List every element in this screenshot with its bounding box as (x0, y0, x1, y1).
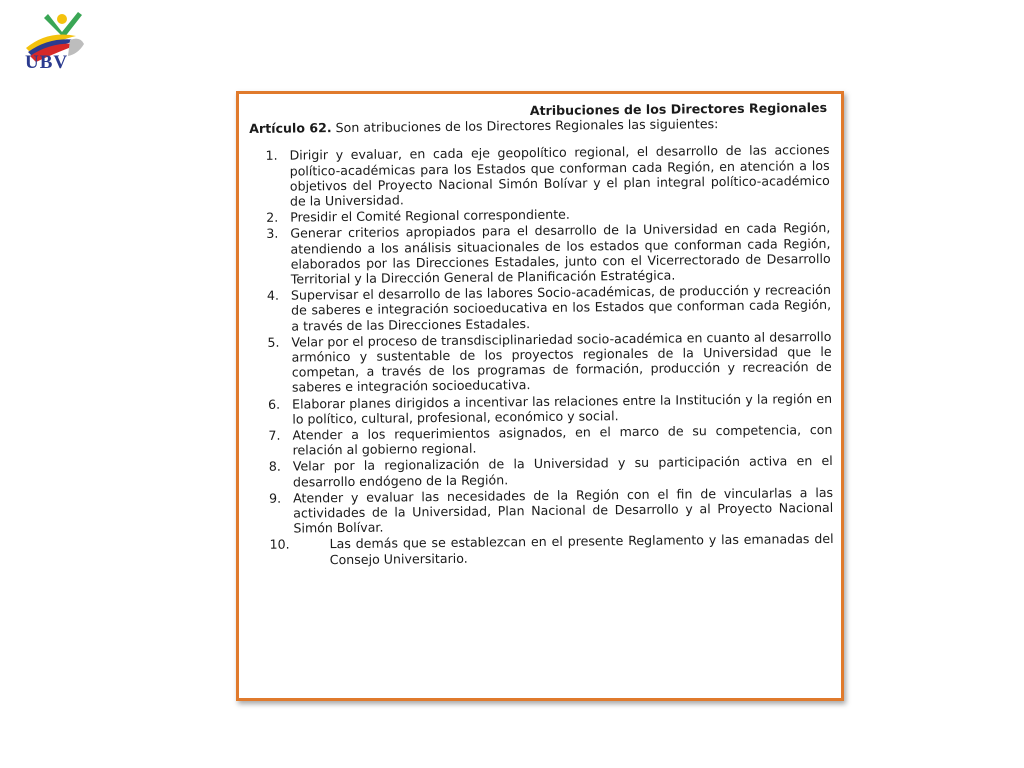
list-item-text: Dirigir y evaluar, en cada eje geopolítico regional, el desarrollo de las acciones político-académicas para los Estados que conforman cada Región, en atención a los objetivos del Proyecto Nacional Simón Bolívar y el plan integral político-académico de la Universidad. (289, 142, 830, 209)
list-item-number: 5. (267, 334, 280, 350)
list-item-text: Velar por el proceso de transdisciplinariedad socio-académica en cuanto al desarrollo armónico y sustentable de los proyectos regionales de la Universidad que le competan, a través de los programas de formación, producción y recreación de saberes e integración socioeducativa. (291, 328, 832, 396)
list-item-number: 7. (268, 427, 281, 443)
list-item-number: 9. (269, 490, 282, 506)
list-item-text: Las demás que se establezcan en el presente Reglamento y las emanadas del Consejo Universitario. (329, 531, 834, 567)
list-item-number: 6. (268, 396, 281, 412)
list-item-number: 1. (265, 148, 278, 164)
ubv-logo-text: UBV (25, 52, 69, 73)
article-intro-text: Son atribuciones de los Directores Regionales las siguientes: (335, 116, 719, 136)
list-item-text: Supervisar el desarrollo de las labores Socio-académicas, de producción y recreación de saberes e integración socioeducativa en los Estados que conforman cada Región, a través de las Direcciones Estadales. (290, 282, 832, 334)
article-label: Artículo 62. (249, 120, 332, 137)
list-item-text: Velar por la regionalización de la Universidad y su participación activa en el desarrollo endógeno de la Región. (292, 453, 833, 490)
document-title: Atribuciones de los Directores Regionales (529, 99, 828, 119)
list-item-number: 10. (269, 537, 290, 553)
document-image-frame (236, 91, 844, 701)
list-item (253, 453, 833, 489)
list-item-text: Presidir el Comité Regional correspondiente. (290, 206, 570, 225)
ubv-logo (18, 10, 98, 78)
list-item (252, 422, 832, 458)
list-item (251, 329, 832, 396)
list-item (251, 282, 831, 334)
list-item (253, 485, 833, 537)
list-item-number: 4. (266, 287, 280, 304)
list-item (250, 220, 831, 287)
list-item-text: Atender y evaluar las necesidades de la Región con el fin de vincularlas a las actividades de la Universidad, Plan Nacional de Desarrollo y al Proyecto Nacional Simón Bolívar. (293, 484, 834, 536)
list-item (254, 531, 834, 567)
list-item-text: Atender a los requerimientos asignados, en el marco de su competencia, con relación al gobierno regional. (292, 421, 833, 458)
document-scan (249, 100, 834, 569)
list-item-number: 8. (268, 459, 281, 475)
list-item (249, 142, 830, 209)
list-item-text: Elaborar planes dirigidos a incentivar las relaciones entre la Institución y la región en lo político, cultural, profesional, económico y social. (292, 390, 833, 427)
list-item-number: 3. (266, 226, 279, 242)
list-item-number: 2. (266, 209, 279, 226)
list-item (252, 391, 832, 427)
list-item-text: Generar criterios apropiados para el desarrollo de la Universidad en cada Región, atendiendo a los análisis situacionales de los estados que conforman cada Región, elaborados por las Direcciones Estadales, junto con el Vicerrectorado de Desarrollo Territorial y la Dirección General de Planificación Estratégica. (290, 220, 831, 287)
